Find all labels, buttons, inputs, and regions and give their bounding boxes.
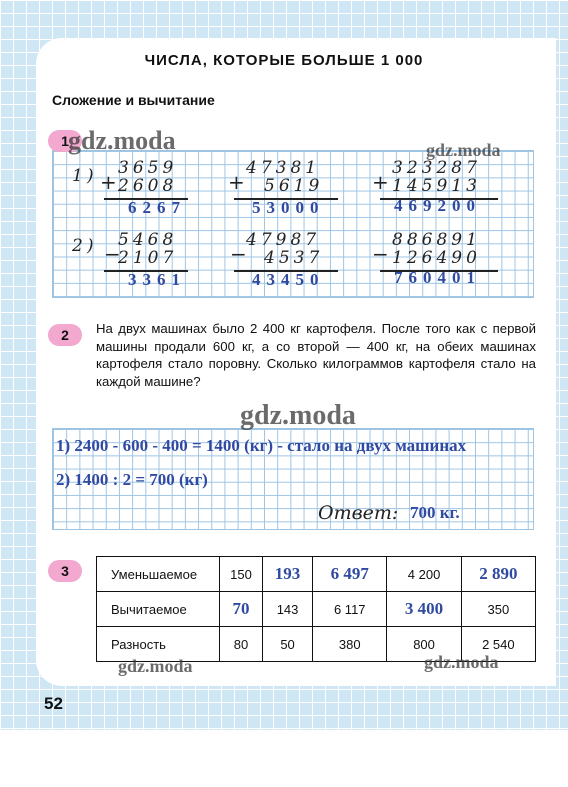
- table-cell: 2 540: [461, 627, 535, 662]
- task2-problem-text: На двух машинах было 2 400 кг картофеля. После того как с первой машины продали 600 кг, а со второй — 400 кг, на обеих машинах картофеля стало поровну. Сколько килограммов картофеля стало на каждой машине?: [96, 321, 536, 389]
- table-row: [97, 592, 536, 627]
- task1-number-badge: 1: [48, 130, 82, 152]
- answer-label: Ответ:: [318, 502, 399, 524]
- addend-b: 145913: [392, 176, 481, 196]
- difference-result: 3361: [128, 270, 186, 289]
- subtrahend: 2107: [118, 248, 178, 268]
- minuend: 47987: [246, 230, 321, 250]
- task3-number-badge: 3: [48, 560, 82, 582]
- addend-b: 2608: [118, 176, 178, 196]
- plus-sign: +: [100, 170, 117, 194]
- minus-sign: −: [104, 242, 121, 266]
- table-cell: 50: [262, 627, 312, 662]
- addend-a: 47381: [246, 158, 321, 178]
- addend-a: 323287: [392, 158, 481, 178]
- task1-row1-label: 1): [72, 166, 98, 186]
- section-subtitle: Сложение и вычитание: [52, 92, 215, 108]
- sum-result: 469200: [394, 196, 481, 215]
- table-cell: 350: [461, 592, 535, 627]
- minuend: 886891: [392, 230, 481, 250]
- difference-result: 760401: [394, 268, 481, 287]
- minus-sign: −: [230, 242, 247, 266]
- watermark: gdz.moda: [240, 400, 356, 431]
- subtrahend: 126490: [392, 248, 481, 268]
- answer-value: 700 кг.: [410, 503, 460, 522]
- table-cell: 2 890: [461, 557, 535, 592]
- watermark: gdz.moda: [68, 126, 176, 155]
- subtraction-table: [96, 556, 536, 662]
- plus-sign: +: [372, 170, 389, 194]
- table-cell: 143: [262, 592, 312, 627]
- watermark: gdz.moda: [424, 652, 499, 672]
- watermark: gdz.moda: [426, 140, 501, 160]
- watermark: gdz.moda: [118, 656, 193, 676]
- row-label: Вычитаемое: [97, 592, 220, 627]
- subtrahend: 4537: [264, 248, 324, 268]
- row-label: Уменьшаемое: [97, 557, 220, 592]
- table-cell: 4 200: [387, 557, 461, 592]
- page-title: ЧИСЛА, КОТОРЫЕ БОЛЬШЕ 1 000: [144, 52, 424, 69]
- task2-number-badge: 2: [48, 324, 82, 346]
- table-cell: 70: [220, 592, 263, 627]
- page-number: 52: [44, 694, 63, 713]
- minus-sign: −: [372, 242, 389, 266]
- table-cell: 380: [313, 627, 387, 662]
- table-cell: 193: [262, 557, 312, 592]
- solution-line-1: 1) 2400 - 600 - 400 = 1400 (кг) - стало на двух машинах: [56, 436, 467, 455]
- addend-a: 3659: [118, 158, 178, 178]
- table-row: [97, 557, 536, 592]
- row-label: Разность: [97, 627, 220, 662]
- table-cell: 800: [387, 627, 461, 662]
- table-cell: 80: [220, 627, 263, 662]
- sum-result: 53000: [252, 198, 325, 217]
- minuend: 5468: [118, 230, 178, 250]
- plus-sign: +: [228, 170, 245, 194]
- table-cell: 6 117: [313, 592, 387, 627]
- task1-row2-label: 2): [72, 236, 98, 256]
- sum-result: 6267: [128, 198, 186, 217]
- addend-b: 5619: [264, 176, 324, 196]
- table-cell: 6 497: [313, 557, 387, 592]
- table-cell: 3 400: [387, 592, 461, 627]
- table-cell: 150: [220, 557, 263, 592]
- solution-line-2: 2) 1400 : 2 = 700 (кг): [56, 470, 208, 489]
- difference-result: 43450: [252, 270, 325, 289]
